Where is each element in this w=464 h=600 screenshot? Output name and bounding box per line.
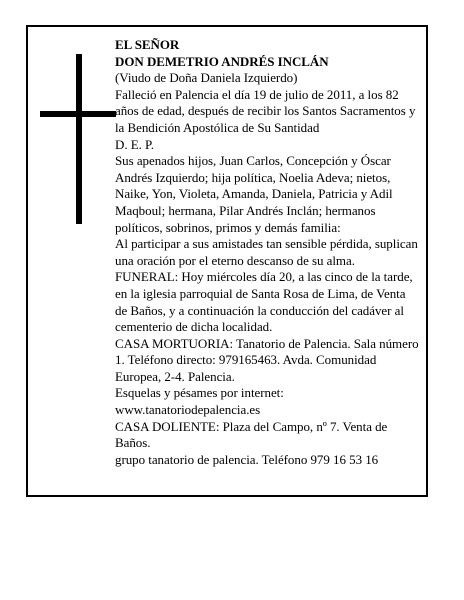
cross-vertical-bar bbox=[76, 54, 82, 224]
internet-condolences-label: Esquelas y pésames por internet: bbox=[115, 385, 284, 401]
obituary-text bbox=[115, 37, 419, 468]
deceased-name: DON DEMETRIO ANDRÉS INCLÁN bbox=[115, 53, 329, 69]
latin-cross-icon bbox=[40, 54, 116, 224]
footer-contact: grupo tanatorio de palencia. Teléfono 979 16 53 16 bbox=[115, 451, 379, 467]
family-list: Sus apenados hijos, Juan Carlos, Concepción y Óscar Andrés Izquierdo; hija política, Noelia Adeva; nietos, Naike, Yon, Violeta, Amanda, Daniela, Patricia y Adil Maqboul; hermana, Pilar Andrés Inclán; hermanos políticos, sobrinos, primos y demás familia: bbox=[115, 153, 393, 235]
mourning-house-details: CASA DOLIENTE: Plaza del Campo, nº 7. Venta de Baños. bbox=[115, 418, 388, 451]
notice-title-line1: EL SEÑOR bbox=[115, 37, 180, 52]
death-announcement: Falleció en Palencia el día 19 de julio de 2011, a los 82 años de edad, después de recibir los Santos Sacramentos y la Bendición Apostólica de Su Santidad bbox=[115, 86, 416, 135]
website-link: www.tanatoriodepalencia.es bbox=[115, 402, 261, 418]
cross-horizontal-bar bbox=[40, 111, 116, 117]
obituary-notice-frame bbox=[26, 25, 428, 497]
widower-of-line: (Viudo de Doña Daniela Izquierdo) bbox=[115, 70, 298, 86]
funeral-details: FUNERAL: Hoy miércoles día 20, a las cinco de la tarde, en la iglesia parroquial de Santa Rosa de Lima, de Venta de Baños, y a continuación la conducción del cadáver al cementerio de dicha localidad. bbox=[115, 269, 413, 335]
rip-line: D. E. P. bbox=[115, 136, 154, 152]
prayer-request: Al participar a sus amistades tan sensible pérdida, suplican una oración por el eterno descanso de su alma. bbox=[115, 236, 418, 268]
mortuary-details: CASA MORTUORIA: Tanatorio de Palencia. Sala número 1. Teléfono directo: 979165463. Avda. Comunidad Europea, 2-4. Palencia. bbox=[115, 335, 419, 384]
